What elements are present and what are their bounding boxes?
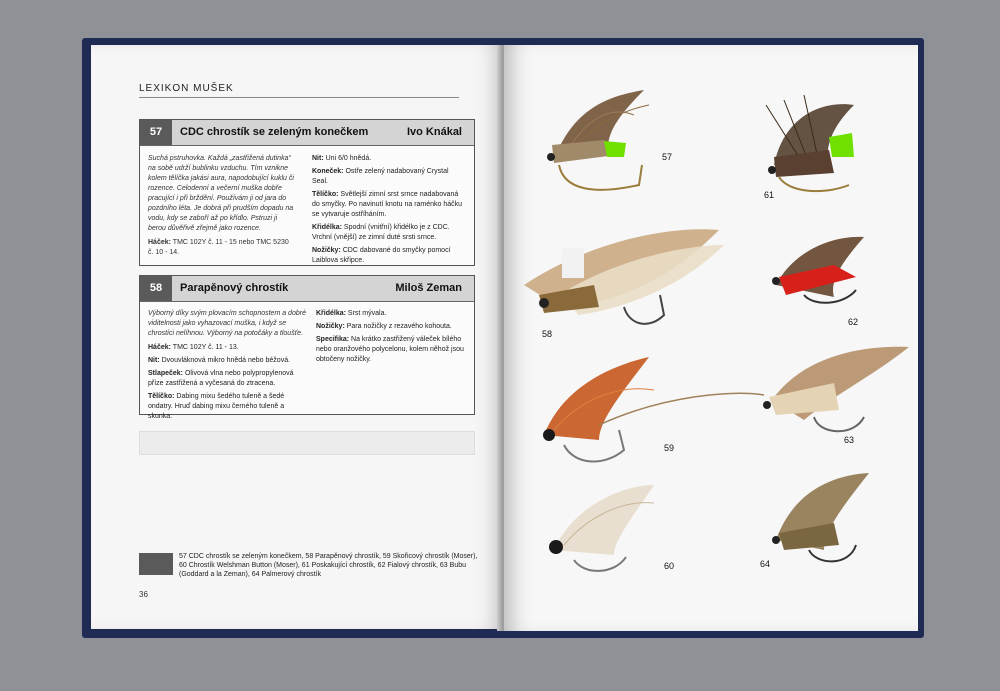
spec-text: Para nožičky z rezavého kohouta. — [346, 323, 452, 330]
fly-61 — [766, 95, 854, 191]
spec-label: Tělíčko: — [312, 191, 339, 198]
spec-label: Nožičky: — [316, 323, 345, 330]
hook-spec — [148, 238, 296, 258]
section-title: LEXIKON MUŠEK — [139, 83, 234, 94]
fly-57 — [547, 90, 649, 190]
spec-label: Háček: — [148, 239, 171, 246]
entry-title: CDC chrostík se zeleným konečkem — [180, 126, 369, 138]
entry-number: 58 — [140, 276, 172, 301]
right-page — [504, 45, 918, 631]
show-through-box — [139, 431, 475, 455]
spec-text: Srst mývala. — [347, 310, 387, 317]
spec-row — [312, 154, 466, 164]
spec-row — [148, 392, 308, 422]
spec-text: Olivová vlna nebo polypropylenová příze zastřižená a vyčesaná do ztracena. — [148, 370, 294, 387]
fly-label: 64 — [760, 559, 771, 569]
spec-label: Háček: — [148, 344, 171, 351]
spec-row — [148, 369, 308, 389]
fly-label: 63 — [844, 435, 855, 445]
fly-59 — [543, 357, 764, 461]
entry-description-col — [148, 309, 308, 425]
spec-text: Uni 6/0 hnědá. — [325, 155, 372, 162]
spec-row — [316, 335, 466, 365]
spec-label: Stlapeček: — [148, 370, 184, 377]
spec-row — [312, 223, 466, 243]
spec-row — [148, 343, 308, 353]
figure-caption: 57 CDC chrostík se zeleným konečkem, 58 Parapěnový chrostík, 59 Skořicový chrostík (Moser), 60 Chrostík Welshman Button (Moser), 61 Poskakující chrostík, 62 Fialový chrostík, 63 Bubu (Goddard a la Zeman), 64 Palmerový chrostík — [179, 553, 478, 578]
fly-62 — [772, 237, 864, 303]
spec-text: Spodní (vnitřní) křidélko je z CDC. Vrchní (vnější) ze zimní duté srsti srnce. — [312, 224, 450, 241]
spec-row — [312, 190, 466, 220]
spec-text: CDC dabované do smyčky pomocí Laiblova skřipce. — [312, 247, 451, 264]
fly-label: 59 — [664, 443, 675, 453]
spec-row — [148, 356, 308, 366]
flies-photo — [504, 45, 918, 631]
entry-materials-col — [316, 309, 466, 368]
fly-label: 58 — [542, 329, 553, 339]
entry-57 — [139, 119, 475, 266]
entry-author: Miloš Zeman — [395, 282, 462, 294]
spec-text: Ostře zelený nadabovaný Crystal Seal. — [312, 168, 449, 185]
spec-row — [316, 309, 466, 319]
fly-label: 61 — [764, 190, 775, 200]
entry-author: Ivo Knákal — [406, 126, 462, 138]
entry-materials-col — [312, 154, 466, 269]
fly-60 — [549, 485, 654, 571]
entry-number: 57 — [140, 120, 172, 145]
spec-label: Křidélka: — [316, 310, 346, 317]
spec-label: Nožičky: — [312, 247, 341, 254]
fly-63 — [763, 347, 909, 431]
spec-label: Křidélka: — [312, 224, 342, 231]
entry-header — [140, 276, 474, 302]
left-page — [91, 45, 503, 629]
fly-58 — [524, 229, 724, 324]
spec-row — [316, 322, 466, 332]
fly-label: 62 — [848, 317, 859, 327]
entry-header — [140, 120, 474, 146]
spec-label: Specifika: — [316, 336, 350, 343]
spec-row — [312, 167, 466, 187]
spec-text: Světlejší zimní srst srnce nadabovaná do smyčky. Po navinutí knotu na raménko háčku se vytvaruje ostříháním. — [312, 191, 463, 218]
fly-label: 57 — [662, 152, 673, 162]
spec-label: Nit: — [312, 155, 324, 162]
spec-label: Nit: — [148, 357, 160, 364]
spec-label: Koneček: — [312, 168, 344, 175]
entry-description: Suchá pstruhovka. Každá „zastřižená dutinka“ na sobě udrží bublinku vzduchu. Tím vznikne kolem tělíčka jakási aura, napodobující kuklu či rozence. Celodenní a večerní muška dobře pracující i při brždění. Používám ji od jara do pozdního léta. Je dobrá při prudším dopadu na vodu, kdy se zaboří až po křídlo. Pstruzi ji berou důvěřivě zřejmě jako rozence. — [148, 155, 294, 232]
header-divider — [139, 97, 459, 98]
entry-58 — [139, 275, 475, 420]
spec-text: TMC 102Y č. 11 - 15 nebo TMC 5230 č. 10 - 14. — [148, 239, 289, 256]
spec-label: Tělíčko: — [148, 393, 175, 400]
spec-row — [312, 246, 466, 266]
spec-text: Na krátko zastřižený váleček bílého nebo oranžového polycelonu, kolem něhož jsou obtočeny nožičky. — [316, 336, 464, 363]
entry-title: Parapěnový chrostík — [180, 282, 289, 294]
fly-label: 60 — [664, 561, 675, 571]
spec-text: TMC 102Y č. 11 - 13. — [172, 344, 239, 351]
spec-text: Dabing mixu šedého tuleně a šedé ondatry. Hruď dabing mixu černého tuleně a skunka. — [148, 393, 285, 420]
fly-64 — [772, 473, 869, 561]
entry-description: Výborný díky svým plovacím schopnostem a dobré viditelnosti jako vyhazovací muška, i když se chrostíci nelíhnou. Výborný na potočáky a tloušťe. — [148, 310, 306, 337]
caption-marker — [139, 553, 173, 575]
entry-description-col — [148, 154, 296, 261]
page-number: 36 — [139, 590, 148, 599]
spec-text: Dvouvláknová mikro hnědá nebo béžová. — [161, 357, 291, 364]
